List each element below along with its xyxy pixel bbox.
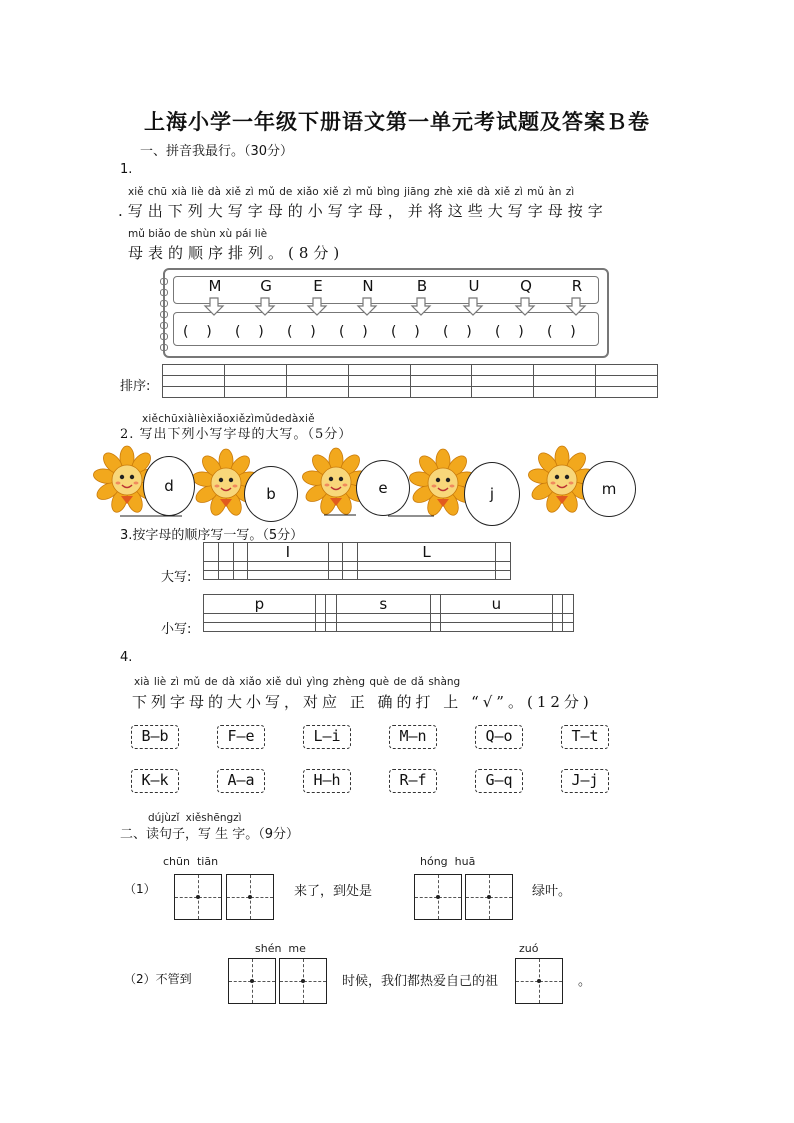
- answer-blank[interactable]: ( ): [547, 324, 576, 340]
- lowercase-circle: b: [244, 466, 298, 522]
- tianzige-box[interactable]: [228, 958, 276, 1004]
- capital-letter: N: [362, 277, 374, 295]
- answer-blank[interactable]: ( ): [235, 324, 264, 340]
- lower-label: 小写:: [161, 622, 192, 637]
- grid-cell[interactable]: [552, 595, 563, 614]
- answer-blank[interactable]: ( ): [287, 324, 316, 340]
- grid-cell: s: [336, 595, 430, 614]
- grid-cell[interactable]: [563, 595, 574, 614]
- grid-cell: L: [358, 543, 496, 562]
- q1-text-line2: 母表的顺序排列。(8分): [128, 244, 345, 262]
- s1-pinyin-a: chūn tiān: [163, 855, 219, 868]
- grid-cell[interactable]: [496, 543, 511, 562]
- q4-number: 4.: [120, 650, 133, 665]
- lowercase-circle: e: [356, 460, 410, 516]
- s2-end-text: 。: [578, 974, 592, 989]
- q2-text: 2. 写出下列小写字母的大写。（5分）: [120, 427, 353, 442]
- grid-cell[interactable]: [326, 595, 337, 614]
- answer-blank[interactable]: ( ): [391, 324, 420, 340]
- capital-letter: R: [571, 277, 583, 295]
- lowercase-circle: m: [582, 461, 636, 517]
- lowercase-grid: [203, 594, 574, 632]
- q1-text-line1: .写出下列大写字母的小写字母，并将这些大写字母按字: [118, 202, 608, 220]
- order-label: 排序:: [120, 379, 151, 394]
- grid-cell: p: [204, 595, 316, 614]
- s1-label: （1）: [124, 882, 156, 896]
- s2-pinyin-b: zuó: [519, 942, 539, 955]
- grid-cell[interactable]: [204, 543, 219, 562]
- letter-pair[interactable]: L–i: [303, 725, 351, 749]
- s1-mid-text: 来了，到处是: [294, 884, 373, 899]
- grid-cell[interactable]: [343, 543, 358, 562]
- capital-letter: E: [313, 277, 323, 295]
- answer-blank[interactable]: ( ): [183, 324, 212, 340]
- grid-cell[interactable]: [328, 543, 343, 562]
- s2-pinyin-a: shén me: [255, 942, 306, 955]
- letter-pair[interactable]: B–b: [131, 725, 179, 749]
- page-title: 上海小学一年级下册语文第一单元考试题及答案Ｂ卷: [144, 109, 650, 134]
- q4-text: 下列字母的大小写，对应 正 确的打 上 “√”。(12分): [132, 693, 593, 711]
- q1-pinyin-line2: mǔ biǎo de shùn xù pái liè: [128, 228, 268, 240]
- capital-letter: G: [260, 277, 272, 295]
- capital-letter: U: [468, 277, 480, 295]
- s1-end-text: 绿叶。: [532, 884, 572, 899]
- section2-pinyin: dújùzǐ xiěshēngzì: [148, 812, 242, 824]
- letter-pair[interactable]: F–e: [217, 725, 265, 749]
- section1-heading: 一、拼音我最行。（30分）: [140, 144, 294, 159]
- tianzige-box[interactable]: [414, 874, 462, 920]
- grid-cell[interactable]: [315, 595, 326, 614]
- tianzige-box[interactable]: [515, 958, 563, 1004]
- tianzige-box[interactable]: [226, 874, 274, 920]
- grid-cell[interactable]: [233, 543, 248, 562]
- letter-pair[interactable]: M–n: [389, 725, 437, 749]
- tianzige-box[interactable]: [174, 874, 222, 920]
- q1-number: 1.: [120, 162, 133, 177]
- q3-text: 3.按字母的顺序写一写。（5分）: [120, 528, 304, 543]
- letter-pair[interactable]: H–h: [303, 769, 351, 793]
- section2-heading: 二、读句子，写 生 字。（9分）: [120, 827, 300, 842]
- lowercase-circle: j: [464, 462, 520, 526]
- grid-cell[interactable]: [430, 595, 441, 614]
- capital-letter: B: [416, 277, 428, 295]
- letter-pair[interactable]: K–k: [131, 769, 179, 793]
- q4-pinyin: xià liè zì mǔ de dà xiǎo xiě duì yìng zhèng què de dǎ shàng: [134, 676, 461, 688]
- upper-label: 大写:: [161, 570, 192, 585]
- grid-cell[interactable]: [218, 543, 233, 562]
- uppercase-grid: [203, 542, 511, 580]
- letter-pair[interactable]: A–a: [217, 769, 265, 793]
- answer-blank[interactable]: ( ): [339, 324, 368, 340]
- answer-blank[interactable]: ( ): [443, 324, 472, 340]
- lowercase-circle: d: [143, 456, 195, 516]
- letter-pair[interactable]: Q–o: [475, 725, 523, 749]
- letter-pair[interactable]: R–f: [389, 769, 437, 793]
- s2-mid-text: 时候，我们都热爱自己的祖: [342, 974, 499, 989]
- letter-pair[interactable]: T–t: [561, 725, 609, 749]
- capital-letter: Q: [520, 277, 532, 295]
- q2-pinyin: xiěchūxiàlièxiǎoxiězìmǔdedàxiě: [142, 413, 315, 425]
- letter-pair[interactable]: G–q: [475, 769, 523, 793]
- answer-blank[interactable]: ( ): [495, 324, 524, 340]
- s1-pinyin-b: hóng huā: [420, 855, 476, 868]
- tianzige-box[interactable]: [465, 874, 513, 920]
- q1-pinyin-line1: xiě chū xià liè dà xiě zì mǔ de xiǎo xiě zì mǔ bìng jiāng zhè xiē dà xiě zì mǔ àn zì: [128, 186, 575, 198]
- letter-pair[interactable]: J–j: [561, 769, 609, 793]
- tianzige-box[interactable]: [279, 958, 327, 1004]
- s2-label: （2）不管到: [124, 972, 192, 986]
- capital-letter: M: [208, 277, 222, 295]
- grid-cell: u: [441, 595, 553, 614]
- grid-cell: I: [248, 543, 328, 562]
